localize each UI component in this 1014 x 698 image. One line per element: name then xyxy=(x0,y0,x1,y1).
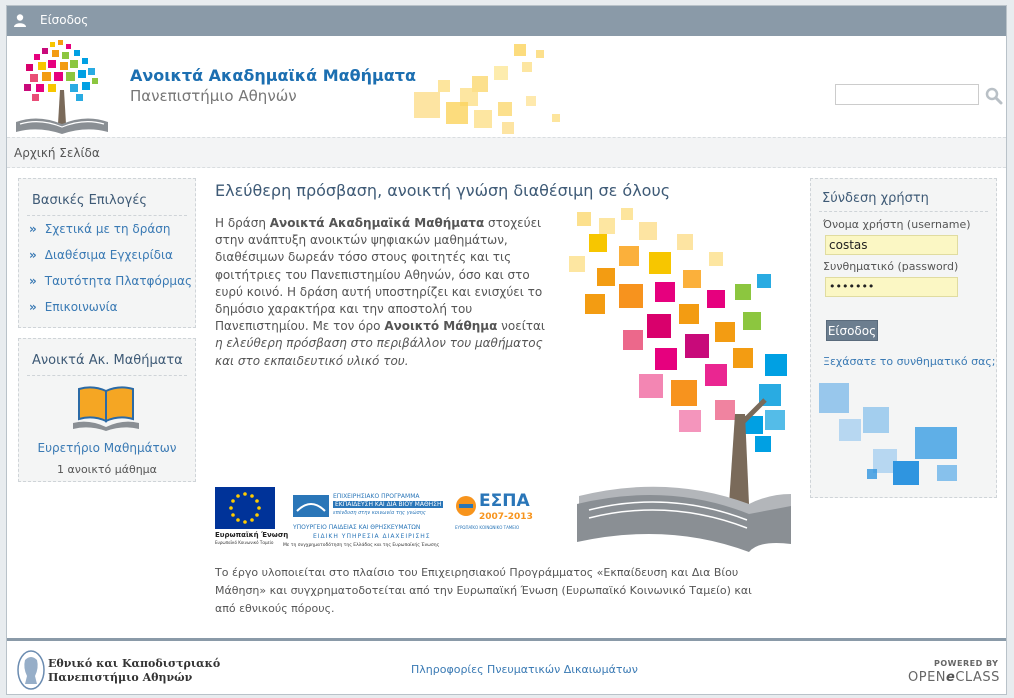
brand-e: e xyxy=(946,670,956,685)
site-logo[interactable] xyxy=(12,38,112,136)
panel-divider xyxy=(27,375,187,376)
bullet-icon: » xyxy=(29,300,37,314)
footer xyxy=(7,638,1006,695)
intro-text: στοχεύει στην ανάπτυξη ανοικτών ψηφιακών μαθημάτων, διαθέσιμων δωρεάν τόσο στους φοιτητές και τις φοιτήτριες του Πανεπιστημίου Αθηνών, όσο και στο ευρύ κοινό. Η δράση αυτή υποστηρίζει και ενισχύει το δημόσιο χαρακτήρα και την αποστολή του Πανεπιστημίου. Με τον όρο xyxy=(215,216,543,334)
login-decoration-squares xyxy=(819,379,969,489)
page-frame xyxy=(6,5,1007,695)
user-icon xyxy=(13,13,27,27)
open-course-count: 1 ανοικτό μάθημα xyxy=(57,463,157,476)
menu-item-label: Διαθέσιμα Εγχειρίδια xyxy=(44,248,173,262)
breadcrumb xyxy=(7,137,1006,168)
funding-footnote: Το έργο υλοποιείται στο πλαίσιο του Επιχειρησιακού Προγράμματος «Εκπαίδευση και Δια Βίου Μάθηση» και συγχρηματοδοτείται από την Ευρωπαϊκή Ένωση (Ευρωπαϊκό Κοινωνικό Ταμείο) και από εθνικούς πόρους. xyxy=(215,566,752,615)
panel-divider xyxy=(27,215,187,216)
course-catalog-link[interactable]: Ευρετήριο Μαθημάτων xyxy=(37,441,177,455)
login-title: Σύνδεση χρήστη xyxy=(822,191,929,206)
panel-divider xyxy=(819,211,988,212)
university-name-line1: Εθνικό και Καποδιστριακό xyxy=(48,657,221,670)
basic-options-title: Βασικές Επιλογές xyxy=(32,193,148,208)
university-seal-icon xyxy=(17,650,45,690)
bullet-icon: » xyxy=(29,274,37,288)
password-input[interactable]: ••••••• xyxy=(825,277,958,297)
login-submit-button[interactable]: Είσοδος xyxy=(826,320,878,341)
intro-italic: η ελεύθερη πρόσβαση στο περιβάλλον του μαθήματος και στο εκπαιδευτικό υλικό του. xyxy=(215,336,543,368)
openeclass-logo[interactable] xyxy=(908,670,1000,685)
intro-bold: Ανοικτό Μάθημα xyxy=(384,319,498,334)
header-decoration-squares xyxy=(402,36,572,137)
brand-open: OPEN xyxy=(908,670,947,685)
menu-item-label: Επικοινωνία xyxy=(44,300,118,314)
brand-class: CLASS xyxy=(955,670,1000,685)
eu-flag-icon xyxy=(215,487,275,529)
eu-logo-title: Ευρωπαϊκή Ένωση xyxy=(215,531,289,539)
basic-options-panel xyxy=(18,178,196,328)
eu-logo-subtitle: Ευρωπαϊκό Κοινωνικό Ταμείο xyxy=(215,540,274,545)
bullet-icon: » xyxy=(29,248,37,262)
header xyxy=(7,36,1006,137)
menu-item-label: Ταυτότητα Πλατφόρμας xyxy=(44,274,193,288)
espa-title: ΕΣΠΑ xyxy=(479,491,530,511)
menu-item-contact[interactable] xyxy=(29,300,118,314)
intro-paragraph xyxy=(215,215,555,370)
intro-bold: Ανοικτά Ακαδημαϊκά Μαθήματα xyxy=(269,216,485,230)
tree-illustration xyxy=(559,204,791,554)
ministry-line1: ΥΠΟΥΡΓΕΙΟ ΠΑΙΔΕΙΑΣ ΚΑΙ ΘΡΗΣΚΕΥΜΑΤΩΝ xyxy=(293,524,421,531)
university-name xyxy=(48,657,220,685)
site-subtitle: Πανεπιστήμιο Αθηνών xyxy=(130,87,297,105)
forgot-password-link[interactable]: Ξεχάσατε το συνθηματικό σας; xyxy=(823,355,996,368)
bullet-icon: » xyxy=(29,222,37,236)
op-education-logo-icon xyxy=(293,495,329,517)
open-courses-title: Ανοικτά Ακ. Μαθήματα xyxy=(32,353,183,368)
op-line2: ΕΚΠΑΙΔΕΥΣΗ ΚΑΙ ΔΙΑ ΒΙΟΥ ΜΑΘΗΣΗ xyxy=(335,501,442,508)
open-courses-panel xyxy=(18,338,196,482)
search-input[interactable] xyxy=(835,84,979,105)
search-icon[interactable] xyxy=(985,87,1003,105)
username-label: Όνομα χρήστη (username) xyxy=(823,218,971,231)
login-panel xyxy=(810,178,997,498)
breadcrumb-home[interactable]: Αρχική Σελίδα xyxy=(14,146,100,160)
menu-item-platform[interactable] xyxy=(29,274,192,288)
ministry-line2: ΕΙΔΙΚΗ ΥΠΗΡΕΣΙΑ ΔΙΑΧΕΙΡΙΣΗΣ xyxy=(313,533,431,540)
powered-by-label: POWERED BY xyxy=(934,659,999,668)
menu-item-manuals[interactable] xyxy=(29,248,173,262)
top-login-link[interactable]: Είσοδος xyxy=(40,13,89,27)
username-input[interactable] xyxy=(825,235,958,255)
password-label: Συνθηματικό (password) xyxy=(823,260,959,273)
espa-years: 2007-2013 xyxy=(479,512,533,522)
espa-subtitle: ΕΥΡΩΠΑΪΚΟ ΚΟΙΝΩΝΙΚΟ ΤΑΜΕΙΟ xyxy=(455,525,520,530)
cofund-note: Με τη συγχρηματοδότηση της Ελλάδας και της Ευρωπαϊκής Ένωσης xyxy=(283,543,440,548)
university-name-line2: Πανεπιστήμιο Αθηνών xyxy=(48,671,193,684)
op-line3: επένδυση στην κοινωνία της γνώσης xyxy=(333,510,426,516)
book-icon[interactable] xyxy=(71,383,141,431)
site-title[interactable]: Ανοικτά Ακαδημαϊκά Μαθήματα xyxy=(130,66,416,85)
menu-item-label: Σχετικά με τη δράση xyxy=(44,222,171,236)
espa-logo-icon xyxy=(455,495,477,517)
copyright-info-link[interactable]: Πληροφορίες Πνευματικών Δικαιωμάτων xyxy=(411,663,638,676)
menu-item-about[interactable] xyxy=(29,222,171,236)
intro-text: νοείται xyxy=(497,319,545,334)
intro-text: Η δράση xyxy=(215,216,270,230)
top-bar xyxy=(7,6,1006,36)
main-title: Ελεύθερη πρόσβαση, ανοικτή γνώση διαθέσιμη σε όλους xyxy=(215,181,671,200)
op-line1: ΕΠΙΧΕΙΡΗΣΙΑΚΟ ΠΡΟΓΡΑΜΜΑ xyxy=(333,493,420,500)
